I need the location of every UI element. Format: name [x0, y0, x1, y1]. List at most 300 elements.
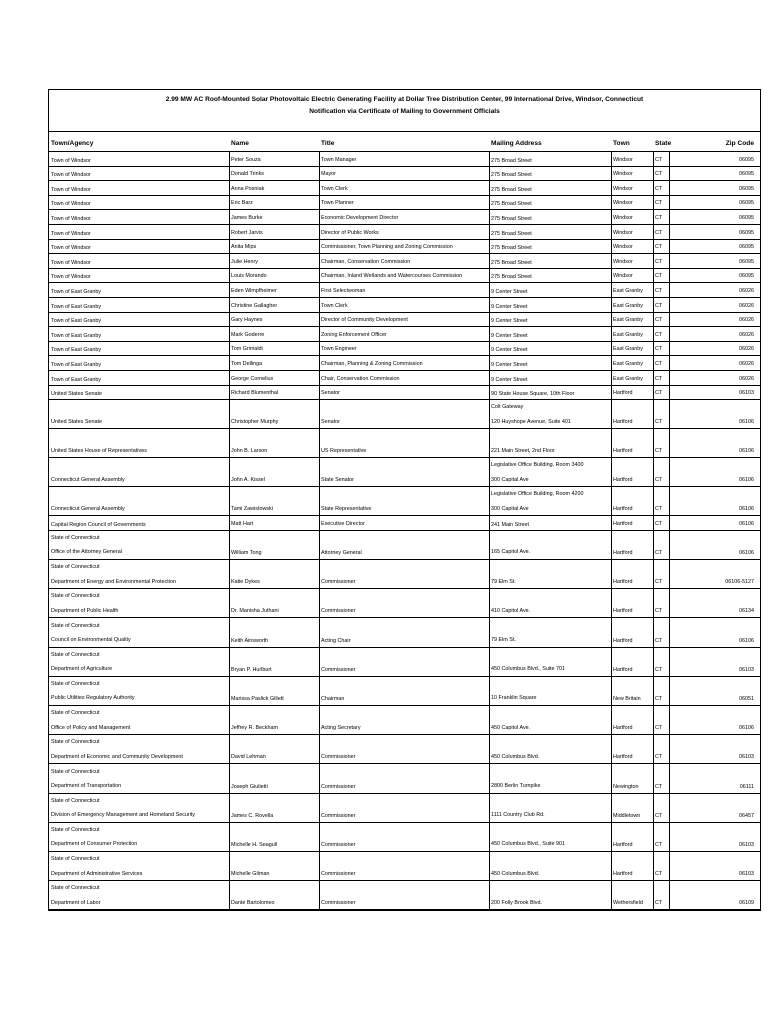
table-row — [49, 764, 760, 793]
state-cell: CT — [655, 200, 663, 207]
title-cell: Town Clerk — [321, 185, 348, 192]
title-cell: Town Engineer — [321, 346, 357, 353]
state-cell: CT — [655, 346, 663, 353]
agency-cell — [51, 346, 101, 355]
name-cell: Peter Souza — [231, 156, 261, 163]
address-cell — [491, 186, 532, 195]
state-cell: CT — [655, 360, 663, 367]
agency-cell-line: Department of Energy and Environmental Protection — [51, 578, 176, 585]
address-cell — [491, 244, 532, 253]
agency-cell-line: Council on Environmental Quality — [51, 637, 131, 644]
address-cell-line: 275 Broad Street — [491, 157, 532, 164]
address-cell — [491, 662, 565, 677]
address-cell — [491, 230, 532, 239]
agency-cell-line: Department of Public Health — [51, 607, 119, 614]
name-cell: George Cornelius — [231, 375, 274, 382]
address-cell-line: 300 Capital Ave — [491, 476, 529, 483]
zip-cell: 06106 — [739, 725, 754, 732]
state-cell: CT — [655, 783, 663, 790]
address-cell-line: 275 Broad Street — [491, 215, 532, 222]
address-cell-line: 275 Broad Street — [491, 274, 532, 281]
address-cell — [491, 400, 571, 429]
title-cell: Senator — [321, 390, 340, 397]
town-cell: Hartford — [613, 579, 633, 586]
title-cell: Attorney General — [321, 549, 362, 556]
name-cell: Eric Barz — [231, 200, 253, 207]
name-cell: Donald Trinks — [231, 171, 264, 178]
town-cell: Windsor — [613, 200, 633, 207]
agency-cell-line: State of Connecticut — [51, 710, 100, 717]
agency-cell — [51, 259, 91, 268]
agency-cell — [51, 215, 91, 224]
table-row — [49, 589, 760, 618]
agency-cell-line: Town of East Granby — [51, 347, 102, 354]
name-cell: John B. Larson — [231, 448, 268, 455]
zip-cell: 06095 — [739, 171, 754, 178]
town-cell: East Granby — [613, 287, 643, 294]
document-sheet — [48, 89, 761, 911]
title-cell: Economic Development Director — [321, 214, 399, 221]
name-cell: Matt Hart — [231, 520, 254, 527]
agency-cell — [51, 273, 91, 282]
title-cell: Commissioner — [321, 900, 356, 907]
header-zip: Zip Code — [725, 140, 754, 147]
address-cell — [491, 171, 532, 180]
agency-cell-line: State of Connecticut — [51, 534, 100, 541]
table-row — [49, 531, 760, 560]
agency-cell-line: Town of Windsor — [51, 172, 91, 179]
agency-cell-line: State of Connecticut — [51, 739, 100, 746]
agency-cell-line: Department of Agriculture — [51, 666, 113, 673]
town-cell: Windsor — [613, 185, 633, 192]
town-cell: Hartford — [613, 390, 633, 397]
table-row — [49, 386, 760, 401]
state-cell: CT — [655, 637, 663, 644]
state-cell: CT — [655, 258, 663, 265]
title-cell: Chairman, Inland Wetlands and Watercourses Commission — [321, 273, 463, 280]
address-cell — [491, 750, 539, 765]
address-cell — [491, 273, 532, 282]
address-cell-line: 410 Capitol Ave. — [491, 607, 531, 614]
title-cell: Zoning Enforcement Officer — [321, 331, 387, 338]
town-cell: Windsor — [613, 171, 633, 178]
zip-cell: 06134 — [739, 608, 754, 615]
agency-cell — [51, 200, 91, 209]
town-cell: New Britain — [613, 695, 641, 702]
agency-cell-line: State of Connecticut — [51, 564, 100, 571]
agency-cell-line: Town of East Granby — [51, 288, 102, 295]
state-cell: CT — [655, 900, 663, 907]
name-cell: Tami Zawistowski — [231, 506, 273, 513]
table-row — [49, 429, 760, 458]
address-cell — [491, 376, 528, 385]
name-cell: Mark Goderre — [231, 331, 265, 338]
address-cell-line: 9 Center Street — [491, 332, 528, 339]
agency-cell — [51, 502, 125, 517]
title-cell: US Representative — [321, 448, 367, 455]
agency-cell-line: Town of Windsor — [51, 245, 91, 252]
state-cell: CT — [655, 331, 663, 338]
title-cell: State Senator — [321, 477, 354, 484]
agency-cell — [51, 473, 125, 488]
address-cell-line: 275 Broad Street — [491, 259, 532, 266]
address-cell — [491, 346, 528, 355]
title-cell: Commissioner — [321, 841, 356, 848]
town-cell: Hartford — [613, 725, 633, 732]
address-cell-line: 241 Main Street — [491, 521, 530, 528]
zip-cell: 06103 — [739, 390, 754, 397]
document-title: 2.99 MW AC Roof-Mounted Solar Photovoltaic Electric Generating Facility at Dollar Tree Distribution Center, 99 International Drive, Windsor, Connecticut — [165, 96, 644, 103]
agency-cell-line: United States Senate — [51, 391, 102, 398]
title-cell: Commissioner — [321, 579, 356, 586]
address-cell — [491, 779, 540, 794]
agency-cell-line: Town of East Granby — [51, 361, 102, 368]
state-cell: CT — [655, 214, 663, 221]
zip-cell: 06111 — [739, 783, 754, 790]
state-cell: CT — [655, 185, 663, 192]
agency-cell-line: Capital Region Council of Governments — [51, 521, 146, 528]
town-cell: Windsor — [613, 229, 633, 236]
agency-cell-line: Office of Policy and Management — [51, 724, 131, 731]
state-cell: CT — [655, 156, 663, 163]
town-cell: Hartford — [613, 754, 633, 761]
town-cell: Windsor — [613, 214, 633, 221]
agency-cell — [51, 376, 101, 385]
table-row — [49, 400, 760, 429]
state-cell: CT — [655, 317, 663, 324]
agency-cell — [51, 361, 101, 370]
table-row — [49, 298, 760, 313]
title-cell: First Selectwoman — [321, 287, 366, 294]
state-cell: CT — [655, 695, 663, 702]
agency-cell — [51, 521, 146, 530]
town-cell: Windsor — [613, 156, 633, 163]
agency-cell-line: State of Connecticut — [51, 593, 100, 600]
name-cell: Louis Morando — [231, 273, 267, 280]
state-cell: CT — [655, 302, 663, 309]
table-row — [49, 487, 760, 516]
zip-cell: 06026 — [739, 317, 754, 324]
agency-cell — [51, 794, 195, 823]
zip-cell: 06026 — [739, 360, 754, 367]
address-cell-line: 275 Broad Street — [491, 172, 532, 179]
state-cell: CT — [655, 171, 663, 178]
zip-cell: 06103 — [739, 666, 754, 673]
address-cell-line: 79 Elm St. — [491, 637, 516, 644]
agency-cell-line: Town of Windsor — [51, 274, 91, 281]
town-cell: Middletown — [613, 812, 641, 819]
address-cell — [491, 200, 532, 209]
address-cell-line: 450 Columbus Blvd., Suite 901 — [491, 841, 566, 848]
title-cell: Mayor — [321, 171, 336, 178]
agency-cell — [51, 415, 102, 430]
title-cell: Commissioner, Town Planning and Zoning Commission — [321, 244, 453, 251]
zip-cell: 06095 — [739, 185, 754, 192]
address-cell — [491, 444, 555, 459]
title-cell: Commissioner — [321, 666, 356, 673]
table-row — [49, 254, 760, 269]
title-cell: Chairman — [321, 695, 345, 702]
zip-cell: 06106 — [739, 506, 754, 513]
agency-cell-line: Town of Windsor — [51, 215, 91, 222]
title-cell: Town Planner — [321, 200, 354, 207]
zip-cell: 06095 — [739, 214, 754, 221]
address-cell-line: 1111 Country Club Rd. — [491, 812, 545, 819]
name-cell: Tom Dellinga — [231, 360, 263, 367]
agency-cell — [51, 765, 121, 794]
zip-cell: 06103 — [739, 841, 754, 848]
table-row — [49, 852, 760, 881]
state-cell: CT — [655, 725, 663, 732]
town-cell: Newington — [613, 783, 639, 790]
table-row — [49, 706, 760, 735]
address-cell — [491, 361, 528, 370]
zip-cell: 06095 — [739, 156, 754, 163]
zip-cell: 06095 — [739, 229, 754, 236]
name-cell: Bryan P. Hurlburt — [231, 666, 272, 673]
agency-cell-line: Town of Windsor — [51, 259, 91, 266]
agency-cell-line: United States Senate — [51, 418, 102, 425]
address-cell-line: 165 Capitol Ave. — [491, 549, 531, 556]
state-cell: CT — [655, 229, 663, 236]
agency-cell — [51, 881, 100, 910]
town-cell: East Granby — [613, 375, 643, 382]
name-cell: Dr. Manisha Juthani — [231, 608, 279, 615]
address-cell — [491, 317, 528, 326]
address-cell-line: 275 Broad Street — [491, 230, 532, 237]
agency-cell — [51, 244, 91, 253]
address-cell — [491, 691, 537, 706]
address-cell-line: 9 Center Street — [491, 318, 528, 325]
address-cell-line: 275 Broad Street — [491, 245, 532, 252]
table-row — [49, 648, 760, 677]
title-cell: Chairman, Conservation Commission — [321, 258, 411, 265]
name-cell: Gary Haynes — [231, 317, 263, 324]
title-cell: Commissioner — [321, 608, 356, 615]
state-cell: CT — [655, 273, 663, 280]
agency-cell — [51, 735, 183, 764]
town-cell: Hartford — [613, 419, 633, 426]
name-cell: Robert Jarvis — [231, 229, 263, 236]
address-cell-line: 450 Columbus Blvd. — [491, 753, 540, 760]
address-cell — [491, 458, 584, 487]
state-cell: CT — [655, 841, 663, 848]
title-divider — [49, 131, 760, 132]
name-cell: Anna Posniak — [231, 185, 265, 192]
table-row — [49, 181, 760, 196]
town-cell: Windsor — [613, 273, 633, 280]
table-row — [49, 327, 760, 342]
address-cell-line: 221 Main Street, 2nd Floor — [491, 447, 555, 454]
state-cell: CT — [655, 390, 663, 397]
town-cell: Hartford — [613, 506, 633, 513]
table-row — [49, 516, 760, 531]
agency-cell-line: Town of Windsor — [51, 230, 91, 237]
zip-cell: 06457 — [739, 812, 754, 819]
state-cell: CT — [655, 754, 663, 761]
address-cell-line: 200 Folly Brook Blvd. — [491, 899, 542, 906]
agency-cell — [51, 444, 147, 459]
header-title: Title — [321, 140, 335, 147]
state-cell: CT — [655, 287, 663, 294]
agency-cell — [51, 230, 91, 239]
agency-cell-line: State of Connecticut — [51, 622, 100, 629]
town-cell: East Granby — [613, 346, 643, 353]
agency-cell-line: United States House of Representatives — [51, 447, 147, 454]
table-row — [49, 735, 760, 764]
title-cell: Commissioner — [321, 812, 356, 819]
town-cell: Hartford — [613, 520, 633, 527]
zip-cell: 06095 — [739, 200, 754, 207]
zip-cell: 06095 — [739, 258, 754, 265]
table-row — [49, 283, 760, 298]
town-cell: East Granby — [613, 360, 643, 367]
title-cell: Town Manager — [321, 156, 357, 163]
agency-cell — [51, 560, 176, 589]
title-cell: Acting Chair — [321, 637, 351, 644]
table-row — [49, 371, 760, 386]
agency-cell — [51, 186, 91, 195]
state-cell: CT — [655, 506, 663, 513]
address-cell-line: 275 Broad Street — [491, 186, 532, 193]
agency-cell-line: Town of East Granby — [51, 318, 102, 325]
header-name: Name — [231, 140, 249, 147]
name-cell: Tom Grimaldi — [231, 346, 263, 353]
agency-cell-line: Department of Economic and Community Development — [51, 753, 183, 760]
name-cell: John A. Kissel — [231, 477, 265, 484]
zip-cell: 06026 — [739, 375, 754, 382]
zip-cell: 06106 — [739, 549, 754, 556]
header-address: Mailing Address — [491, 140, 542, 147]
title-cell: Chair, Conservation Commission — [321, 375, 400, 382]
address-cell-line: 79 Elm St. — [491, 578, 516, 585]
address-cell-line: 450 Columbus Blvd., Suite 701 — [491, 666, 566, 673]
address-cell — [491, 896, 542, 911]
agency-cell-line: Town of East Granby — [51, 332, 102, 339]
town-cell: Hartford — [613, 448, 633, 455]
table-row — [49, 210, 760, 225]
title-cell: Chairman, Planning & Zoning Commission — [321, 360, 423, 367]
state-cell: CT — [655, 419, 663, 426]
header-state: State — [655, 140, 672, 147]
row-divider — [49, 909, 760, 910]
name-cell: Jeffrey R. Beckham — [231, 725, 278, 732]
name-cell: Danté Bartolomeo — [231, 900, 275, 907]
title-cell: State Representative — [321, 506, 372, 513]
address-cell — [491, 604, 530, 619]
state-cell: CT — [655, 608, 663, 615]
agency-cell-line: State of Connecticut — [51, 885, 100, 892]
address-cell — [491, 487, 584, 516]
address-cell-line: 90 State House Square, 10th Floor — [491, 391, 575, 398]
agency-cell-line: Department of Transportation — [51, 783, 122, 790]
header-agency: Town/Agency — [51, 140, 94, 147]
zip-cell: 06026 — [739, 346, 754, 353]
address-cell — [491, 157, 532, 166]
address-cell — [491, 837, 565, 852]
table-row — [49, 152, 760, 167]
title-cell: Commissioner — [321, 871, 356, 878]
address-cell — [491, 545, 530, 560]
agency-cell — [51, 317, 101, 326]
name-cell: James Burke — [231, 214, 263, 221]
state-cell: CT — [655, 520, 663, 527]
name-cell: Katie Dykes — [231, 579, 260, 586]
name-cell: Christine Gallagher — [231, 302, 278, 309]
address-cell — [491, 575, 516, 590]
zip-cell: 06106 — [739, 419, 754, 426]
zip-cell: 06026 — [739, 302, 754, 309]
agency-cell-line: State of Connecticut — [51, 768, 100, 775]
zip-cell: 06026 — [739, 331, 754, 338]
agency-cell — [51, 823, 137, 852]
town-cell: Hartford — [613, 608, 633, 615]
town-cell: East Granby — [613, 317, 643, 324]
agency-cell-line: State of Connecticut — [51, 797, 100, 804]
address-cell-line: 275 Broad Street — [491, 201, 532, 208]
address-cell-line: 10 Franklin Square — [491, 695, 537, 702]
address-cell — [491, 259, 532, 268]
name-cell: James C. Rovella — [231, 812, 274, 819]
title-cell: Commissioner — [321, 754, 356, 761]
town-cell: Hartford — [613, 871, 633, 878]
address-cell-line: Legislative Office Building, Room 4200 — [491, 491, 584, 498]
agency-cell-line: Town of East Granby — [51, 376, 102, 383]
address-cell — [491, 721, 530, 736]
address-cell-line: Legislative Office Building, Room 3400 — [491, 462, 584, 469]
zip-cell: 06051 — [739, 695, 754, 702]
table-row — [49, 313, 760, 328]
town-cell: Hartford — [613, 477, 633, 484]
header-town: Town — [613, 140, 630, 147]
address-cell-line: 9 Center Street — [491, 288, 528, 295]
name-cell: Joseph Giulietti — [231, 783, 268, 790]
agency-cell — [51, 706, 130, 735]
agency-cell-line: Department of Administrative Services — [51, 870, 143, 877]
address-cell — [491, 808, 545, 823]
town-cell: Hartford — [613, 637, 633, 644]
town-cell: East Granby — [613, 302, 643, 309]
name-cell: Keith Ainsworth — [231, 637, 269, 644]
town-cell: Hartford — [613, 841, 633, 848]
table-row — [49, 618, 760, 647]
agency-cell-line: Division of Emergency Management and Homeland Security — [51, 812, 196, 819]
address-cell — [491, 303, 528, 312]
address-cell-line: 120 Huyshope Avenue, Suite 401 — [491, 418, 571, 425]
state-cell: CT — [655, 666, 663, 673]
agency-cell-line: State of Connecticut — [51, 651, 100, 658]
name-cell: Anita Mips — [231, 244, 257, 251]
agency-cell-line: State of Connecticut — [51, 826, 100, 833]
title-cell: Executive Director — [321, 520, 365, 527]
address-cell-line: 450 Columbus Blvd. — [491, 870, 540, 877]
title-cell: Director of Public Works — [321, 229, 379, 236]
address-cell — [491, 390, 574, 399]
town-cell: Windsor — [613, 258, 633, 265]
table-row — [49, 342, 760, 357]
agency-cell — [51, 303, 101, 312]
zip-cell: 06106 — [739, 448, 754, 455]
address-cell — [491, 521, 529, 530]
name-cell: Christopher Murphy — [231, 419, 279, 426]
address-cell — [491, 288, 528, 297]
table-row — [49, 356, 760, 371]
agency-cell — [51, 332, 101, 341]
town-cell: East Granby — [613, 331, 643, 338]
agency-cell-line: Public Utilities Regulatory Authority — [51, 695, 135, 702]
town-cell: Wethersfield — [613, 900, 643, 907]
address-cell-line: 2800 Berlin Turnpike — [491, 783, 541, 790]
